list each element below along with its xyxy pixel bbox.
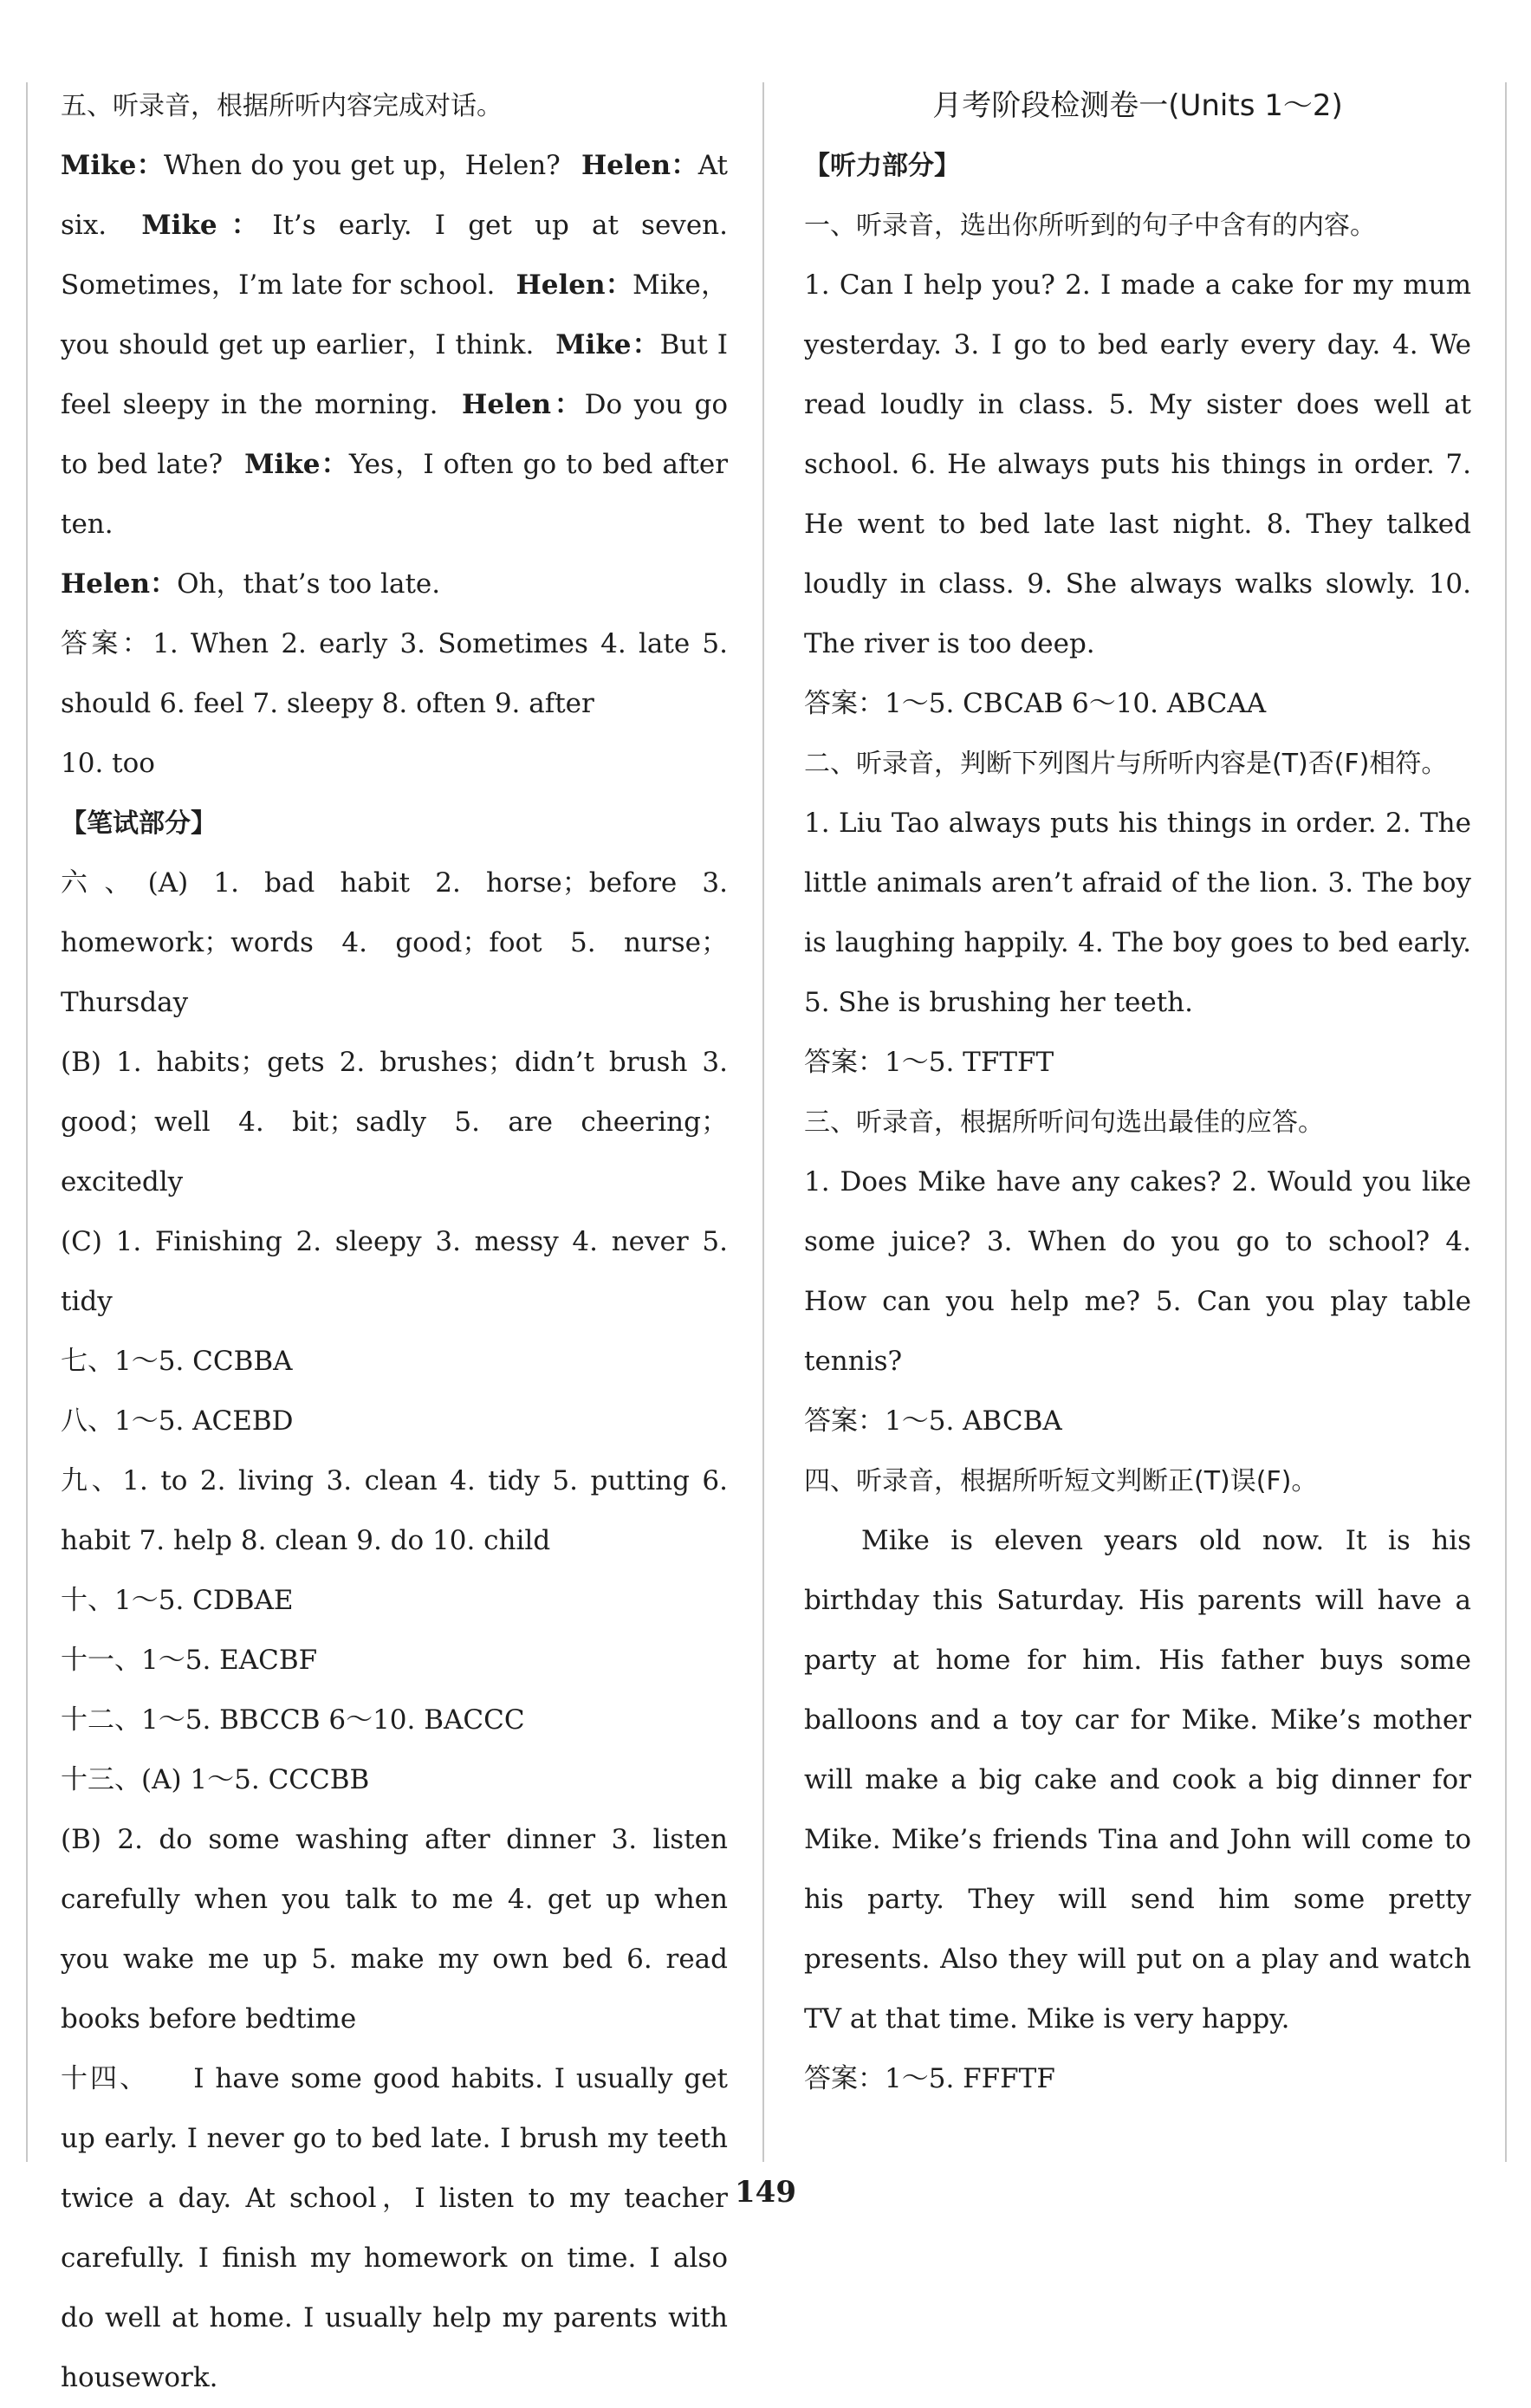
dialogue-line: Oh，that’s too late. <box>177 568 441 600</box>
speaker-label: Mike： <box>141 210 273 241</box>
section-4-heading: 四、听录音，根据所听短文判断正(T)误(F)。 <box>804 1466 1318 1496</box>
section-12-answer: 十二、1～5. BBCCB 6～10. BACCC <box>61 1704 525 1736</box>
section-5-answer-cont: 10. too <box>61 748 155 779</box>
section-6-a: 六、(A) 1. bad habit 2. horse；before 3. homework；words 4. good；foot 5. nurse；Thursday <box>61 867 728 1018</box>
margin-rule-right <box>1505 82 1507 2162</box>
dialogue-last <box>61 555 728 614</box>
speaker-label: Mike： <box>555 329 660 360</box>
section-8-answer: 八、1～5. ACEBD <box>61 1405 294 1437</box>
dialogue-line: But I feel sleepy in the morning. <box>61 329 728 420</box>
section-3-script: 1. Does Mike have any cakes? 2. Would you like some juice? 3. When do you go to school? 4. How can you help me? 5. Can you play table tennis? <box>804 1166 1471 1377</box>
dialogue-line: Yes，I often go to bed after ten. <box>61 449 729 540</box>
speaker-label: Mike： <box>61 150 164 181</box>
listening-part-heading: 【听力部分】 <box>804 151 960 181</box>
section-2-heading: 二、听录音，判断下列图片与所听内容是(T)否(F)相符。 <box>804 749 1448 779</box>
speaker-label: Helen： <box>462 389 585 420</box>
section-1-answer: 答案：1～5. CBCAB 6～10. ABCAA <box>804 688 1267 719</box>
speaker-label: Mike： <box>244 449 349 480</box>
section-3-heading: 三、听录音，根据所听问句选出最佳的应答。 <box>804 1107 1324 1138</box>
column-divider <box>762 82 764 2162</box>
section-1-script: 1. Can I help you? 2. I made a cake for my mum yesterday. 3. I go to bed early every day. 4. We read loudly in class. 5. My sister does well at school. 6. He always puts his things in order. 7. He went to bed late last night. 8. They talked loudly in class. 9. She always walks slowly. 10. The river is too deep. <box>804 269 1471 659</box>
section-14 <box>61 2049 728 2408</box>
left-column <box>61 76 728 2408</box>
dialogue-line: When do you get up，Helen? <box>163 150 561 181</box>
section-4-passage: Mike is eleven years old now. It is his birthday this Saturday. His parents will have a party at home for him. His father buys some balloons and a toy car for Mike. Mike’s mother will make a big cake and cook a big dinner for Mike. Mike’s friends Tina and John will come to his party. They will send him some pretty presents. Also they will put on a play and watch TV at that time. Mike is very happy. <box>804 1525 1471 2035</box>
section-14-label: 十四、 <box>61 2063 149 2094</box>
speaker-label: Helen： <box>581 150 698 181</box>
section-6-b: (B) 1. habits；gets 2. brushes；didn’t brush 3. good；well 4. bit；sadly 5. are cheering；excitedly <box>61 1047 728 1198</box>
section-9-answer: 九、1. to 2. living 3. clean 4. tidy 5. putting 6. habit 7. help 8. clean 9. do 10. child <box>61 1465 728 1556</box>
section-2-answer: 答案：1～5. TFTFT <box>804 1047 1054 1078</box>
section-14-essay: I have some good habits. I usually get up early. I never go to bed late. I brush my teeth twice a day. At school，I listen to my teacher carefully. I finish my homework on time. I also do well at home. I usually help my parents with housework. <box>61 2063 729 2393</box>
section-4-answer: 答案：1～5. FFFTF <box>804 2063 1055 2094</box>
dialogue-line: At six. <box>61 150 728 241</box>
section-13-a: 十三、(A) 1～5. CCCBB <box>61 1764 370 1795</box>
dialogue-line: Do you go to bed late? <box>61 389 728 480</box>
section-3-answer: 答案：1～5. ABCBA <box>804 1405 1062 1437</box>
dialogue-line: Mike，you should get up earlier，I think. <box>61 269 728 360</box>
margin-rule-left <box>26 82 28 2162</box>
section-6-c: (C) 1. Finishing 2. sleepy 3. messy 4. never 5. tidy <box>61 1226 728 1317</box>
section-13-b: (B) 2. do some washing after dinner 3. listen carefully when you talk to me 4. get up when you wake me up 5. make my own bed 6. read books before bedtime <box>61 1824 728 2035</box>
section-1-heading: 一、听录音，选出你所听到的句子中含有的内容。 <box>804 211 1376 241</box>
page-title: 月考阶段检测卷一(Units 1～2) <box>932 88 1343 123</box>
dialogue-line: It’s early. I get up at seven. Sometimes，I’m late for school. <box>61 210 728 301</box>
written-part-heading: 【笔试部分】 <box>61 808 217 839</box>
right-column <box>804 76 1471 2109</box>
speaker-label: Helen： <box>61 568 178 600</box>
dialogue <box>61 136 728 555</box>
section-7-answer: 七、1～5. CCBBA <box>61 1346 293 1377</box>
speaker-label: Helen： <box>516 269 633 301</box>
section-2-script: 1. Liu Tao always puts his things in order. 2. The little animals aren’t afraid of the lion. 3. The boy is laughing happily. 4. The boy goes to bed early. 5. She is brushing her teeth. <box>804 808 1471 1018</box>
page-number: 149 <box>735 2175 796 2210</box>
section-5-heading: 五、听录音，根据所听内容完成对话。 <box>61 91 503 121</box>
section-11-answer: 十一、1～5. EACBF <box>61 1645 318 1676</box>
section-10-answer: 十、1～5. CDBAE <box>61 1585 294 1616</box>
section-5-answer: 答案：1. When 2. early 3. Sometimes 4. late 5. should 6. feel 7. sleepy 8. often 9. after <box>61 628 728 719</box>
